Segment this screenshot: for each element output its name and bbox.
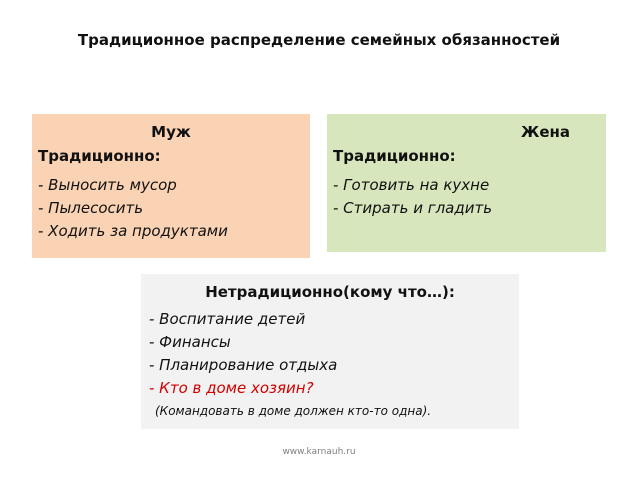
wife-item: - Готовить на кухне (333, 176, 490, 194)
nontraditional-item: - Воспитание детей (149, 310, 306, 328)
husband-item: - Выносить мусор (38, 176, 177, 194)
wife-item: - Стирать и гладить (333, 199, 493, 217)
husband-item: - Ходить за продуктами (38, 222, 228, 240)
nontraditional-item: - Планирование отдыха (149, 356, 338, 374)
nontraditional-note: (Командовать в доме должен кто-то одна). (155, 404, 432, 418)
slide-title: Традиционное распределение семейных обязанностей (77, 31, 561, 49)
husband-subheading: Традиционно: (38, 147, 161, 165)
husband-item: - Пылесосить (38, 199, 144, 217)
wife-heading: Жена (520, 123, 570, 141)
husband-box (32, 114, 310, 258)
husband-heading: Муж (151, 123, 191, 141)
nontraditional-box (141, 274, 519, 429)
wife-box (327, 114, 606, 252)
nontraditional-heading: Нетрадиционно(кому что…): (205, 283, 455, 301)
nontraditional-item-highlighted: - Кто в доме хозяин? (149, 379, 314, 397)
nontraditional-item: - Финансы (149, 333, 231, 351)
wife-subheading: Традиционно: (333, 147, 456, 165)
footer-url[interactable]: www.karnauh.ru (282, 447, 356, 457)
